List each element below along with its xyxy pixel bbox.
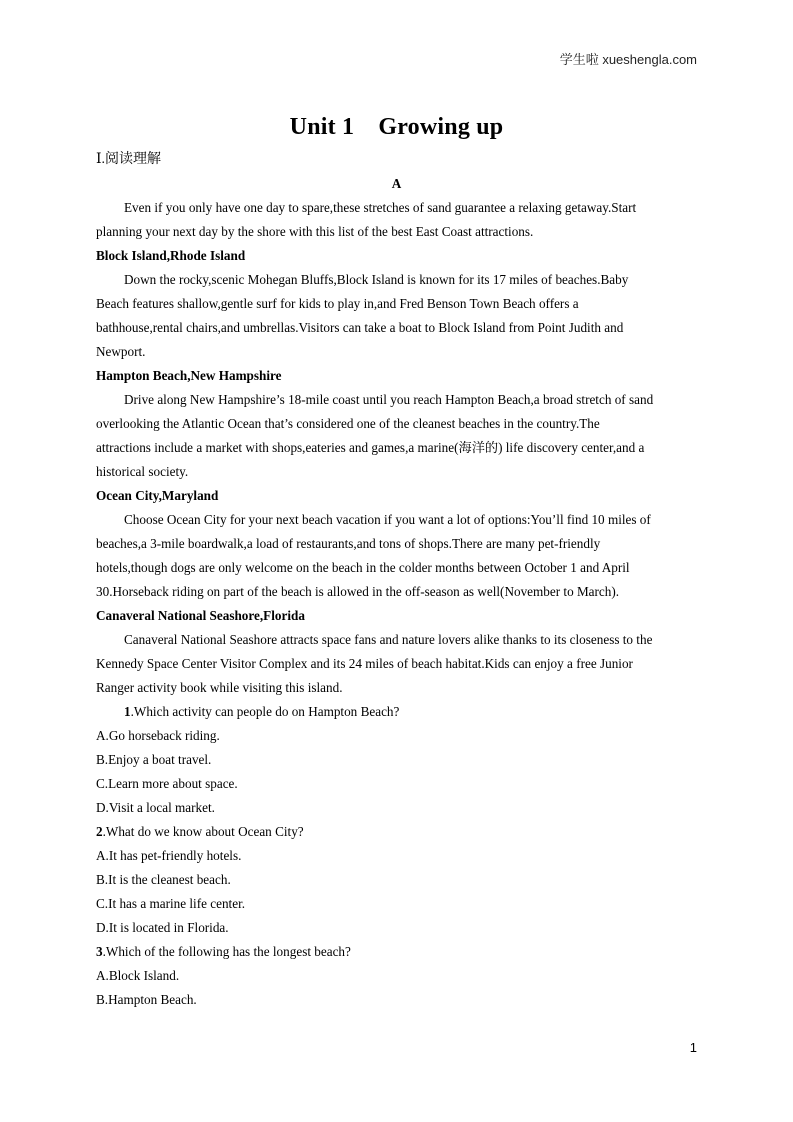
- place-paragraph: [96, 508, 697, 604]
- intro-line: Even if you only have one day to spare,these stretches of sand guarantee a relaxing getaway.Start: [124, 200, 637, 215]
- site-header: 学生啦 xueshengla.com: [559, 52, 697, 67]
- place-line: bathhouse,rental chairs,and umbrellas.Visitors can take a boat to Block Island from Point Judith and: [96, 320, 624, 335]
- question-stem: [96, 940, 697, 964]
- passage-label: A: [391, 176, 402, 191]
- place-line: historical society.: [96, 464, 189, 479]
- answer-option: B.Enjoy a boat travel.: [96, 752, 212, 767]
- place-line: Canaveral National Seashore attracts space fans and nature lovers alike thanks to its closeness to the: [124, 632, 653, 647]
- question-text: .Which activity can people do on Hampton Beach?: [130, 704, 400, 719]
- intro-line: planning your next day by the shore with this list of the best East Coast attractions.: [96, 224, 534, 239]
- question-stem: [96, 820, 697, 844]
- place-line: Newport.: [96, 344, 146, 359]
- place-heading: Ocean City,Maryland: [96, 488, 219, 503]
- place-line: Choose Ocean City for your next beach vacation if you want a lot of options:You’ll find 10 miles of: [124, 512, 651, 527]
- place-line: beaches,a 3-mile boardwalk,a load of restaurants,and tons of shops.There are many pet-friendly: [96, 536, 601, 551]
- page-number: 1: [689, 1040, 697, 1055]
- place-paragraph: [96, 388, 697, 484]
- place-line: Down the rocky,scenic Mohegan Bluffs,Block Island is known for its 17 miles of beaches.Baby: [124, 272, 629, 287]
- question-number: 1: [124, 704, 131, 719]
- place-line: Drive along New Hampshire’s 18-mile coast until you reach Hampton Beach,a broad stretch of sand: [124, 392, 654, 407]
- question-number: 3: [96, 944, 103, 959]
- question-text: .Which of the following has the longest beach?: [102, 944, 351, 959]
- place-heading: Canaveral National Seashore,Florida: [96, 608, 305, 623]
- question-text: .What do we know about Ocean City?: [102, 824, 304, 839]
- intro-paragraph: [96, 196, 697, 244]
- answer-option: A.It has pet-friendly hotels.: [96, 848, 242, 863]
- section-heading: Ⅰ.阅读理解: [96, 152, 162, 167]
- place-paragraph: [96, 268, 697, 364]
- place-line: overlooking the Atlantic Ocean that’s considered one of the cleanest beaches in the country.The: [96, 416, 600, 431]
- place-line: Kennedy Space Center Visitor Complex and its 24 miles of beach habitat.Kids can enjoy a free Junior: [96, 656, 633, 671]
- place-heading: Block Island,Rhode Island: [96, 248, 246, 263]
- question-number: 2: [96, 824, 103, 839]
- place-line: attractions include a market with shops,eateries and games,a marine(海洋的) life discovery center,and a: [96, 440, 645, 455]
- place-heading: Hampton Beach,New Hampshire: [96, 368, 282, 383]
- place-line: 30.Horseback riding on part of the beach is allowed in the off-season as well(November to March).: [96, 584, 620, 599]
- question-stem: [96, 700, 697, 724]
- place-line: Beach features shallow,gentle surf for kids to play in,and Fred Benson Town Beach offers a: [96, 296, 579, 311]
- answer-option: D.It is located in Florida.: [96, 920, 229, 935]
- answer-option: B.Hampton Beach.: [96, 992, 197, 1007]
- answer-option: C.It has a marine life center.: [96, 896, 246, 911]
- answer-option: A.Block Island.: [96, 968, 180, 983]
- place-line: Ranger activity book while visiting this island.: [96, 680, 343, 695]
- passage-content: [96, 172, 697, 1012]
- answer-option: D.Visit a local market.: [96, 800, 215, 815]
- place-paragraph: [96, 628, 697, 700]
- answer-option: C.Learn more about space.: [96, 776, 238, 791]
- page-title: Unit 1 Growing up: [289, 114, 504, 140]
- place-line: hotels,though dogs are only welcome on the beach in the colder months between October 1 and April: [96, 560, 630, 575]
- answer-option: B.It is the cleanest beach.: [96, 872, 231, 887]
- answer-option: A.Go horseback riding.: [96, 728, 220, 743]
